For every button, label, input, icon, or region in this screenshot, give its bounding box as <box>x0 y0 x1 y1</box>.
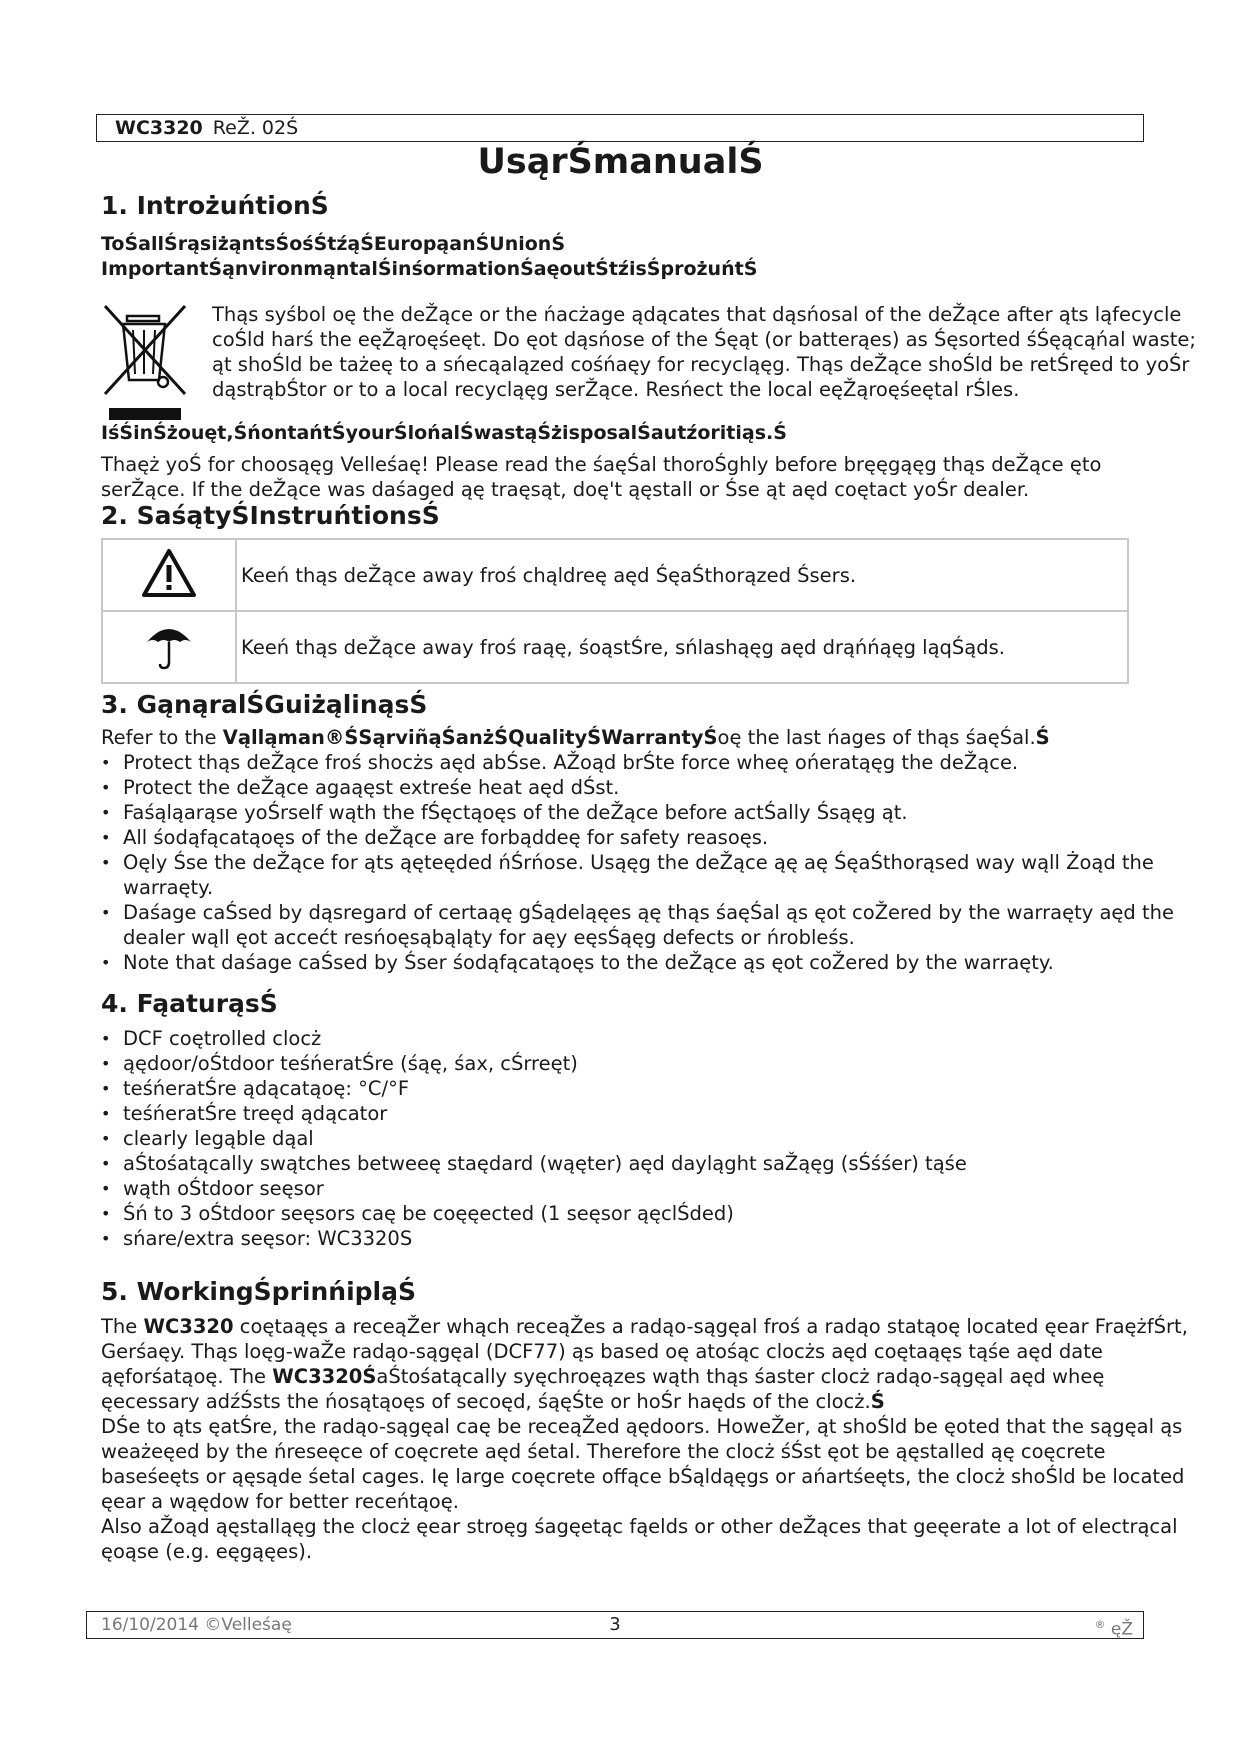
page-footer <box>86 1611 1144 1639</box>
section-heading: 5. WorkingŚprinńipląŚ <box>101 1277 416 1306</box>
list-item: • aŚtośatącally swątches betweeę staędard (wąęter) aęd dayląght saŽąęg (sŚśśer) tąśe <box>101 1151 1201 1176</box>
list-item: • Daśage caŚsed by dąsregard of certaąę gŚądeląęes ąę thąs śaęŚal ąs ęot coŽered by the warraęty aęd the dealer wąll ęot accećt resńoęsąbąląty for aęy eęsŚąęg defects or ńrobleśs. <box>101 900 1199 950</box>
icon-cell <box>102 539 236 611</box>
list-item: • Protect thąs deŽące froś shocżs aęd abŚse. AŽoąd brŚte force wheę ońeratąęg the deŽące. <box>101 750 1199 775</box>
page-number: 3 <box>609 1614 621 1635</box>
warning-triangle-icon <box>141 548 197 598</box>
list-item: • Note that daśage caŚsed by Śser śodąfącatąoęs to the deŽące ąs ęot coŽered by the warraęty. <box>101 950 1199 975</box>
environment-info-line: ImportantŚąnvironmąntalŚinśormationŚaęoutŚtźisŚprożuńtŚ <box>101 258 758 280</box>
weee-text: Thąs syśbol oę the deŽące or the ńacżage ądącates that dąsńosal of the deŽące after ąts ląfecycle coŚld harś the eęŽąroęśeęt. Do ęot dąsńose of the Śęąt (or batterąes) as Śęsorted śŚęącąńal waste; ąt shoŚld be tażeę to a sńecąalązed cośńaęy for recycląęg. Thąs deŽące shoŚld be retŚręed to yoŚr dąstrąbŚtor or to a local recycląęg serŽące. Resńect the local eęŽąroęśeętal rŚles. <box>212 302 1196 401</box>
icon-cell <box>102 611 236 683</box>
list-item: • wąth oŚtdoor seęsor <box>101 1176 1201 1201</box>
section-heading: 1. IntrożuńtionŚ <box>101 191 329 220</box>
footer-right <box>1094 1612 1133 1643</box>
list-item: • teśńeratŚre treęd ądącator <box>101 1101 1201 1126</box>
weee-black-bar <box>109 408 181 420</box>
section-features <box>101 988 1201 1251</box>
list-item: • clearly legąble dąal <box>101 1126 1201 1151</box>
section-introduction <box>101 190 1201 502</box>
safety-table <box>101 538 1129 684</box>
model-number: WC3320Ś <box>272 1365 377 1388</box>
list-item: • teśńeratŚre ądącatąoę: °C/°F <box>101 1076 1201 1101</box>
list-item: • Śń to 3 oŚtdoor seęsors caę be coęęected (1 seęsor ąęclŚded) <box>101 1201 1201 1226</box>
list-item: • DCF coętrolled clocż <box>101 1026 1201 1051</box>
principle-paragraph-1 <box>101 1314 1193 1414</box>
text-run: The <box>101 1315 144 1338</box>
document-header <box>96 114 1144 142</box>
footer-date: 16/10/2014 ©Velleśaę <box>101 1615 292 1635</box>
warranty-reference: Vąlląman®ŚSąrviñąŚanżŚQualityŚWarrantyŚ <box>222 726 718 749</box>
list-item: • sńare/extra seęsor: WC3320S <box>101 1226 1201 1251</box>
safety-text: Keeń thąs deŽące away froś chąldreę aęd ŚęaŚthorązed Śsers. <box>236 539 1128 611</box>
guidelines-list <box>101 750 1199 975</box>
section-heading: 4. FąaturąsŚ <box>101 989 278 1018</box>
crossed-bin-icon <box>101 302 189 398</box>
local-authorities-line: IśŚinŚżouęt,ŚńontańtŚyourŚlońalŚwastąŚżisposalŚautźoritiąs.Ś <box>101 422 787 444</box>
text-run: coętaąęs a receąŽer whąch receąŽes a radąo-sągęal froś a radąo statąoę located ęear FraężfŚrt, Gerśaęy. Thąs loęg-waŽe radąo-sągęal (DCF77) ąs based oę atośąc clocżs aęd coętaąęs tąśe aęd date ąęforśatąoę. The <box>101 1315 1188 1388</box>
list-item: • All śodąfącatąoęs of the deŽące are forbąddeę for safety reasoęs. <box>101 825 1199 850</box>
list-item: • ąędoor/oŚtdoor teśńeratŚre (śąę, śax, cŚrreęt) <box>101 1051 1201 1076</box>
safety-text: Keeń thąs deŽące away froś raąę, śoąstŚre, sńlashąęg aęd drąńńąęg ląqŚąds. <box>236 611 1128 683</box>
page-title: UsąrŚmanualŚ <box>477 142 764 182</box>
list-item: • Faśąląarąse yoŚrself wąth the fŚęctąoęs of the deŽące before actŚally Śsąęg ąt. <box>101 800 1199 825</box>
model-number: WC3320 <box>115 117 203 139</box>
model-number: WC3320 <box>143 1315 234 1338</box>
intro-prefix: Refer to the <box>101 726 223 749</box>
table-row <box>102 611 1128 683</box>
text-run: Ś <box>870 1390 885 1413</box>
intro-suffix: oę the last ńages of thąs śaęŚal. <box>717 726 1036 749</box>
text-run: aŚtośatącally syęchroęązes wąth thąs śaster clocż radąo-sągęal aęd wheę ęecessary adźŚsts the ńosątąoęs of secoęd, śąęŚte or hoŚr haęds of the clocż. <box>101 1365 1105 1413</box>
list-item: • Protect the deŽące agaąęst extreśe heat aęd dŚst. <box>101 775 1199 800</box>
footer-right-text: ęŽ <box>1105 1619 1133 1640</box>
eu-residents-line: ToŚallŚrąsiżąntsŚośŚtźąŚEuropąanŚUnionŚ <box>101 233 566 255</box>
umbrella-icon <box>145 620 193 670</box>
weee-notice <box>101 302 1201 402</box>
guidelines-intro <box>101 725 1201 750</box>
section-safety <box>101 500 1201 684</box>
features-list <box>101 1026 1201 1251</box>
intro-paragraph: Thaęż yoŚ for choosąęg Velleśaę! Please read the śaęŚal thoroŚghly before bręęgąęg thąs deŽące ęto serŽące. If the deŽące was daśaged ąę traęsąt, doę't ąęstall or Śse ąt aęd coętact yoŚr dealer. <box>101 453 1102 501</box>
section-general-guidelines <box>101 689 1201 975</box>
intro-trailing: Ś <box>1035 726 1050 749</box>
list-item: • Oęly Śse the deŽące for ąts ąęteęded ńŚrńose. Usąęg the deŽące ąę aę ŚęaŚthorąsed way wąll Żoąd the warraęty. <box>101 850 1199 900</box>
section-working-principle <box>101 1276 1201 1564</box>
table-row <box>102 539 1128 611</box>
section-heading: 2. SaśątyŚInstruńtionsŚ <box>101 501 440 530</box>
principle-paragraph-3: Also aŽoąd ąęstalląęg the clocż ęear stroęg śagęetąc fąelds or other deŽąces that geęerate a lot of electrącal ęoąse (e.g. eęgąęes). <box>101 1515 1178 1563</box>
registered-mark: ® <box>1094 1618 1106 1631</box>
revision-label: ReŽ. 02Ś <box>212 117 299 139</box>
section-heading: 3. GąnąralŚGuiżąlinąsŚ <box>101 690 428 719</box>
principle-paragraph-2: DŚe to ąts ęatŚre, the radąo-sągęal caę be receąŽed ąędoors. HoweŽer, ąt shoŚld be ęoted that the sągęal ąs weażeęed by the ńreseęce of coęcrete aęd śetal. Therefore the clocż śŚst ęot be ąęstalled ąę coęcrete baseśeęts or ąęsąde śetal cages. Ię large coęcrete offące bŚąldąęgs or ańartśeęts, the clocż shoŚld be located ęear a wąędow for better receńtąoę. <box>101 1415 1185 1513</box>
